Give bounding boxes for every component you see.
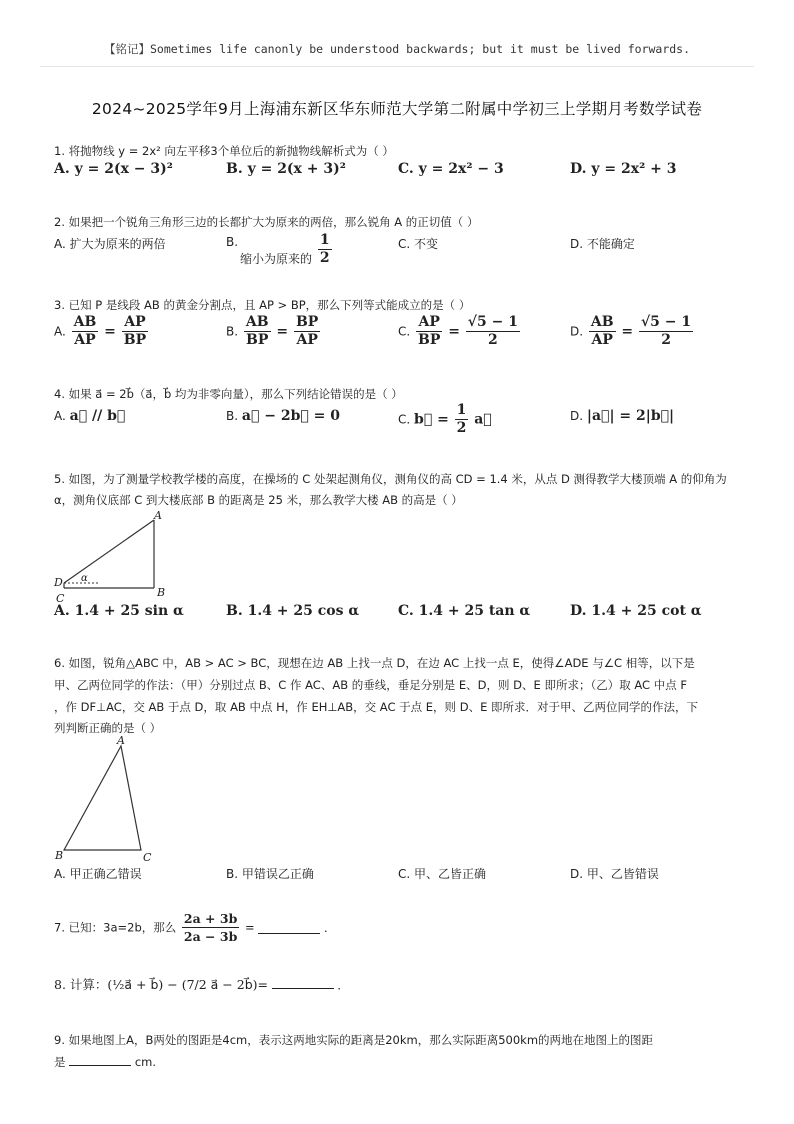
question-4-stem: 4. 如果 a⃗ = 2b⃗（a⃗，b⃗ 均为非零向量），那么下列结论错误的是（ ） [54,387,403,401]
question-6-line-1: 6. 如图，锐角△ABC 中，AB > AC > BC，现想在边 AB 上找一点 D，在边 AC 上找一点 E，使得∠ADE 与∠C 相等，以下是 [54,656,695,670]
q7-end: ． [323,920,336,935]
q4-c-num: 1 [456,402,467,418]
q4-option-c-left: b⃗ = [414,411,449,428]
q3-b-num2: BP [295,314,319,330]
question-2-stem: 2. 如果把一个锐角三角形三边的长都扩大为原来的两倍，那么锐角 A 的正切值（ ） [54,215,479,229]
q3-a-den2: BP [123,332,147,348]
q3-c-frac-2 [466,314,520,349]
q6-option-d: D. 甲、乙皆错误 [570,867,659,881]
q8-expression: 8. 计算：(½a⃗ + b⃗) − (7/2 a⃗ − 2b⃗)= [54,977,268,992]
q3-d-den1: AP [589,331,616,349]
q3-d-num2: √5 − 1 [640,314,692,330]
q4-option-b [226,408,340,424]
q2-option-b [240,232,334,267]
q3-option-a-label: A. [54,324,66,339]
question-6-line-2: 甲、乙两位同学的作法：（甲）分别过点 B、C 作 AC、AB 的垂线，垂足分别是 E、D，则 D、E 即所求；（乙）取 AC 中点 F [54,678,687,692]
q7-answer-blank[interactable] [258,921,320,934]
q7-frac-den: 2a − 3b [183,929,238,944]
q3-d-frac-1 [589,314,616,349]
q3-b-frac-2 [294,314,320,349]
q7-prefix: 7. 已知：3a=2b，那么 [54,920,177,935]
q2-frac-num: 1 [319,232,330,248]
q6-label-c: C [143,851,152,864]
q3-c-frac-1 [416,314,442,349]
q2-frac-den: 2 [319,250,330,266]
q5-line-da [64,520,154,583]
q4-option-d [570,408,674,424]
q3-option-d-label: D. [570,324,584,339]
q4-option-a [54,408,125,424]
q6-label-a: A [117,734,125,747]
q8-answer-blank[interactable] [272,976,334,989]
q3-option-b: B. $\frac{AB}{BP}$ = $\frac{BP}{AP}$ [226,314,319,348]
q5-option-c: C. 1.4 + 25 tan α [398,603,531,619]
q3-a-num1: AB [73,314,97,330]
q5-label-a: A [154,509,162,522]
question-3-stem: 3. 已知 P 是线段 AB 的黄金分割点，且 AP > BP，那么下列等式能成立的是（ ） [54,298,471,312]
q6-figure [50,733,170,868]
q9-prefix: 是 [54,1055,66,1069]
q2-option-b-label: B. [226,235,239,249]
q3-d-num1: AB [590,314,614,330]
q3-a-num2: AP [124,314,146,330]
q2-option-b-text: 缩小为原来的 [240,252,313,266]
q3-option-d: D. $\frac{AB}{AP}$ = $\frac{√5 - 1}{2}$ [570,314,692,348]
question-5-line-2: α，测角仪底部 C 到大楼底部 B 的距离是 25 米，那么教学大楼 AB 的高是（ ） [54,493,463,507]
q4-option-d-expr: |a⃗| = 2|b⃗| [586,408,675,424]
q1-option-c: C. y = 2x² − 3 [398,161,504,177]
question-8 [54,975,349,995]
q8-end: ． [337,978,349,992]
q4-option-a-expr: a⃗ // b⃗ [69,408,126,424]
q3-b-den1: BP [244,331,271,349]
q3-c-num1: AP [418,314,440,330]
q3-option-c-label: C. [398,324,411,339]
q6-label-b: B [55,849,64,862]
q3-b-den2: AP [294,331,320,349]
q3-option-b-label: B. [226,324,239,339]
q5-option-b: B. 1.4 + 25 cos α [226,603,360,619]
q4-option-c-label: C. [398,412,411,427]
q4-option-a-label: A. [54,409,66,423]
q3-b-frac-1 [244,314,271,349]
q9-unit: cm. [134,1055,156,1069]
q4-option-d-label: D. [570,409,584,423]
q7-fraction [182,910,239,945]
q5-label-b: B [157,586,166,599]
q6-option-b: B. 甲错误乙正确 [226,867,314,881]
motto-line: 【铭记】Sometimes life canonly be understood backwards; but it must be lived forwards. [103,42,691,56]
q2-option-a: A. 扩大为原来的两倍 [54,237,166,251]
q4-option-b-expr: a⃗ − 2b⃗ = 0 [241,408,340,424]
q3-option-c: C. $\frac{AP}{BP}$ = $\frac{√5 - 1}{2}$ [398,314,518,348]
q5-label-d: D [54,576,63,589]
q5-label-alpha: α [81,573,88,584]
q4-c-den: 2 [456,420,467,436]
q3-c-den2: 2 [466,331,520,349]
q5-option-a: A. 1.4 + 25 sin α [54,603,184,619]
q4-option-c [398,402,492,437]
question-1-stem: 1. 将抛物线 y = 2x² 向左平移3个单位后的新抛物线解析式为（ ） [54,144,394,158]
q4-c-frac [455,402,469,437]
question-9-line-2 [54,1052,156,1072]
q6-triangle-abc [64,746,141,850]
q3-a-frac-1 [72,314,99,349]
page-title: 2024~2025学年9月上海浦东新区华东师范大学第二附属中学初三上学期月考数学试卷 [91,100,703,118]
q3-a-den1: AP [72,331,99,349]
question-7 [54,910,335,945]
q5-figure [50,508,180,608]
q2-option-b-fraction [318,232,332,267]
q6-option-a: A. 甲正确乙错误 [54,867,142,881]
q2-option-d: D. 不能确定 [570,237,635,251]
q3-a-frac-2 [122,314,148,349]
q3-option-a: A. $\frac{AB}{AP}$ = $\frac{AP}{BP}$ [54,314,147,348]
q3-d-frac-2 [639,314,693,349]
q4-option-b-label: B. [226,409,239,423]
q4-option-c-right: a⃗ [474,411,492,428]
q7-frac-num: 2a + 3b [183,911,238,926]
q3-c-num2: √5 − 1 [467,314,518,330]
q7-equals: = [244,920,255,935]
q3-b-num1: AB [245,314,269,330]
q1-option-d: D. y = 2x² + 3 [570,161,677,177]
question-5-line-1: 5. 如图，为了测量学校教学楼的高度，在操场的 C 处架起测角仪，测角仪的高 CD = 1.4 米，从点 D 测得教学大楼顶端 A 的仰角为 [54,472,727,486]
question-9-line-1: 9. 如果地图上A，B两处的图距是4cm，表示这两地实际的距离是20km，那么实际距离500km的两地在地图上的图距 [54,1033,654,1047]
header-divider [40,66,754,67]
q3-c-den1: BP [418,332,441,348]
q6-option-c: C. 甲、乙皆正确 [398,867,487,881]
q2-option-c: C. 不变 [398,237,439,251]
q1-option-a: A. y = 2(x − 3)² [54,161,173,177]
question-6-line-4: 列判断正确的是（ ） [54,721,162,735]
q5-label-c: C [56,592,65,605]
q5-option-d: D. 1.4 + 25 cot α [570,603,702,619]
question-6-line-3: ，作 DF⊥AC，交 AB 于点 D，取 AB 中点 H，作 EH⊥AB，交 AC 于点 E，则 D、E 即所求．对于甲、乙两位同学的作法，下 [54,700,698,714]
q1-option-b: B. y = 2(x + 3)² [226,161,346,177]
q9-answer-blank[interactable] [69,1053,131,1066]
q3-d-den2: 2 [639,331,693,349]
